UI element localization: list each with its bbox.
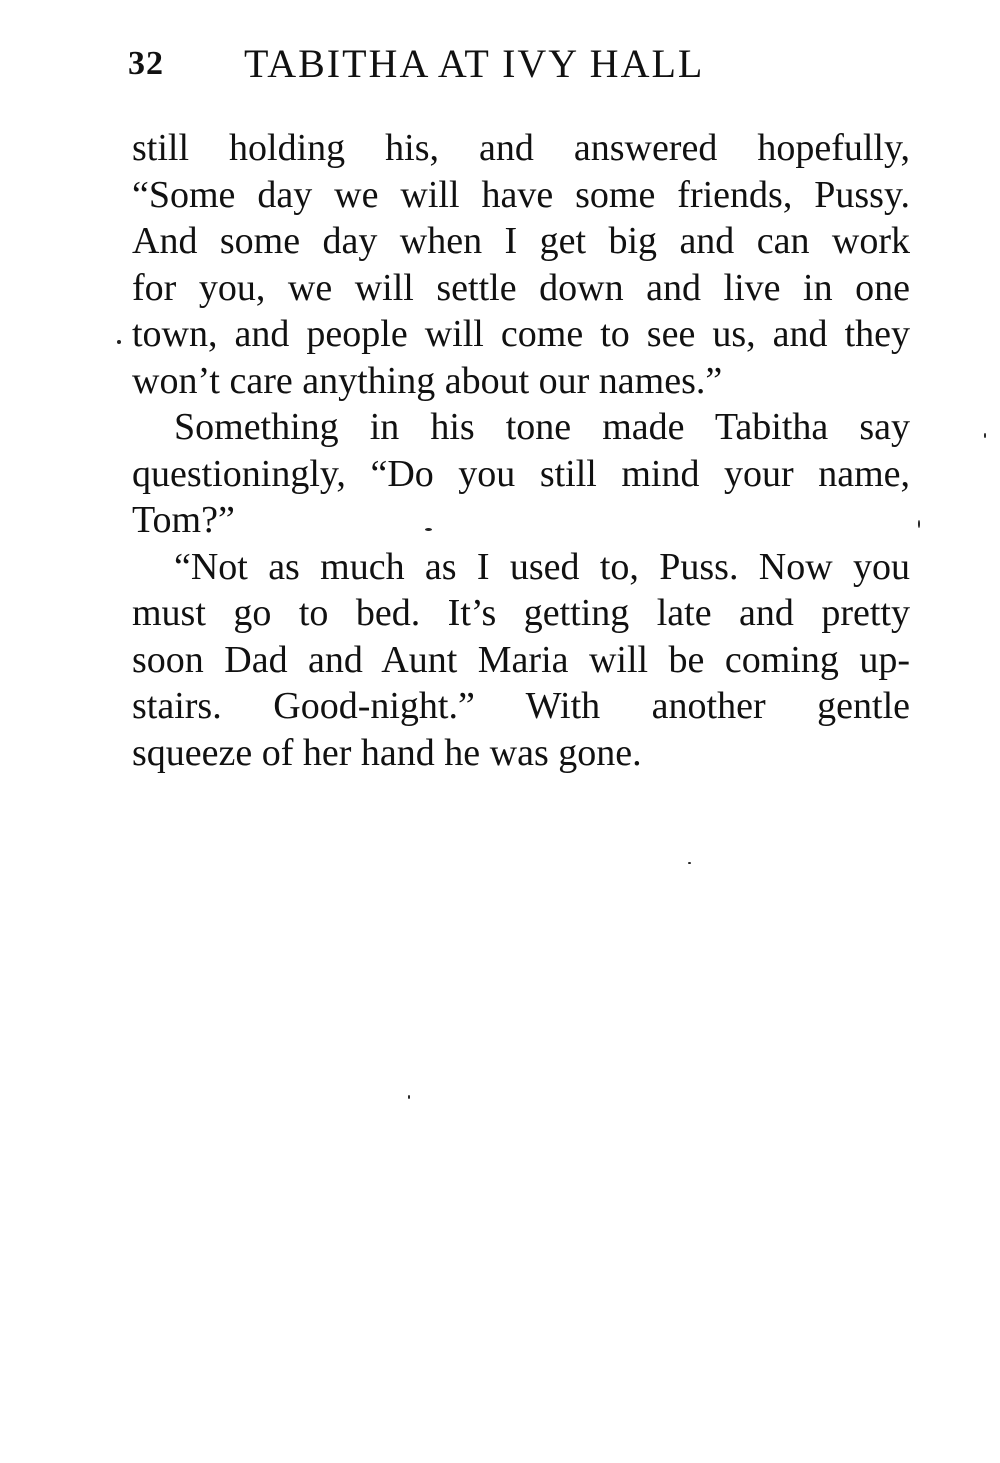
scan-speck xyxy=(918,520,920,528)
scan-speck xyxy=(117,340,121,344)
text-line: must go to bed. It’s getting late and pretty xyxy=(132,592,910,634)
page-number: 32 xyxy=(128,45,164,82)
body-text xyxy=(132,125,910,776)
text-line: squeeze of her hand he was gone. xyxy=(132,731,642,774)
scan-speck xyxy=(425,528,432,531)
text-line: town, and people will come to see us, and they xyxy=(132,313,910,355)
text-line: Tom?” xyxy=(132,499,235,541)
text-line: questioningly, “Do you still mind your name, xyxy=(132,452,910,495)
text-line: Something in his tone made Tabitha say xyxy=(174,406,910,448)
text-line: soon Dad and Aunt Maria will be coming up- xyxy=(132,638,910,681)
scan-speck xyxy=(984,433,986,438)
running-title: TABITHA AT IVY HALL xyxy=(244,41,705,86)
text-line: for you, we will settle down and live in one xyxy=(132,266,910,309)
text-line: And some day when I get big and can work xyxy=(132,220,910,262)
scan-speck xyxy=(408,1095,410,1099)
text-line: “Some day we will have some friends, Pussy. xyxy=(132,173,910,216)
text-line: still holding his, and answered hopefully, xyxy=(132,127,910,169)
text-line: “Not as much as I used to, Puss. Now you xyxy=(174,545,910,588)
text-line: won’t care anything about our names.” xyxy=(132,359,723,402)
scan-speck xyxy=(688,862,691,864)
text-line: stairs. Good-night.” With another gentle xyxy=(132,685,910,727)
running-head xyxy=(128,36,908,92)
